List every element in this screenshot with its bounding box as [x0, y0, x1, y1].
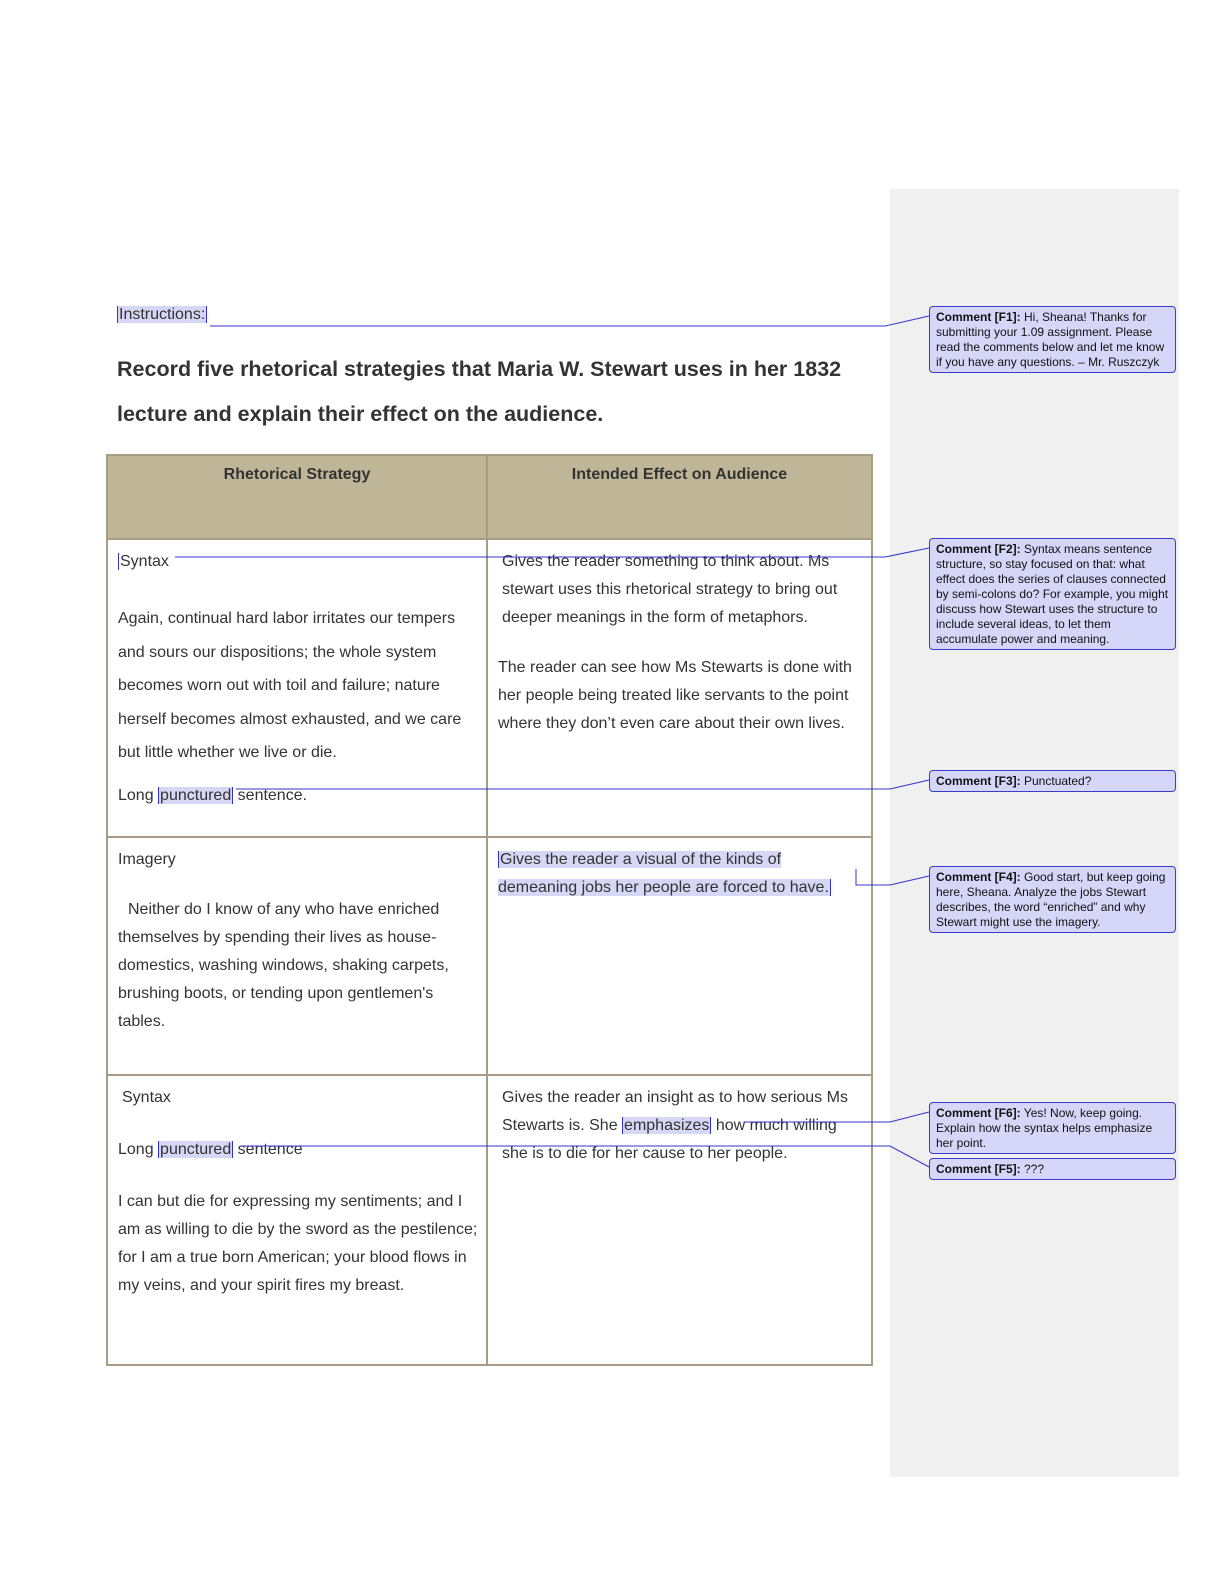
- quote-text: I can but die for expressing my sentiments; and I am as willing to die by the sword as the pestilence; for I am a true born American; your blood flows in my veins, and your spirit fires my breast.: [118, 1193, 478, 1294]
- comment-f2[interactable]: Comment [F2]: Syntax means sentence structure, so stay focused on that: what effect does the series of clauses connected by semi-colons do? For example, you might discuss how Stewart uses the structure to include several ideas, to let them accumulate power and meaning.: [929, 538, 1176, 650]
- effect-text-2: The reader can see how Ms Stewarts is done with her people being treated like servants to the point where they don’t even care about their own lives.: [498, 659, 852, 732]
- strategy-cell: [107, 1075, 487, 1365]
- table-row: [107, 539, 872, 837]
- effect-cell: [487, 539, 872, 837]
- highlighted-word[interactable]: emphasizes: [624, 1117, 710, 1134]
- instructions-label: [117, 306, 207, 324]
- header-effect: Intended Effect on Audience: [487, 455, 872, 539]
- effect-cell: [487, 837, 872, 1075]
- comments-margin: [890, 189, 1179, 1477]
- highlighted-effect[interactable]: Gives the reader a visual of the kinds of demeaning jobs her people are forced to have.: [498, 851, 829, 896]
- effect-text: Gives the reader something to think about. Ms stewart uses this rhetorical strategy to bring out deeper meanings in the form of metaphors.: [502, 553, 838, 626]
- quote-text: Neither do I know of any who have enriched themselves by spending their lives as house-domestics, washing windows, shaking carpets, brushing boots, or tending upon gentlemen's tables.: [118, 901, 449, 1030]
- rhetorical-table: [106, 454, 873, 1366]
- effect-text: [498, 846, 863, 902]
- comment-f4[interactable]: Comment [F4]: Good start, but keep going here, Sheana. Analyze the jobs Stewart describes, the word “enriched” and why Stewart might use the imagery.: [929, 866, 1176, 933]
- strategy-label: Imagery: [118, 851, 176, 868]
- strategy-label: Syntax: [122, 1089, 171, 1106]
- strategy-cell: [107, 539, 487, 837]
- quote-text: Again, continual hard labor irritates our tempers and sours our dispositions; the whole system becomes worn out with toil and failure; nature herself becomes almost exhausted, and we care but little whether we live or die.: [118, 610, 462, 761]
- table-header-row: [107, 455, 872, 539]
- strategy-label[interactable]: Syntax: [120, 553, 169, 570]
- highlighted-word[interactable]: punctured: [160, 786, 232, 804]
- header-strategy: Rhetorical Strategy: [107, 455, 487, 539]
- table-row: [107, 837, 872, 1075]
- comment-f1[interactable]: Comment [F1]: Hi, Sheana! Thanks for submitting your 1.09 assignment. Please read the comments below and let me know if you have any questions. – Mr. Ruszczyk: [929, 306, 1176, 373]
- effect-cell: [487, 1075, 872, 1365]
- strategy-cell: [107, 837, 487, 1075]
- table-row: [107, 1075, 872, 1365]
- comment-f3[interactable]: Comment [F3]: Punctuated?: [929, 770, 1176, 792]
- comment-f6[interactable]: Comment [F6]: Yes! Now, keep going. Explain how the syntax helps emphasize her point.: [929, 1102, 1176, 1154]
- comment-f5[interactable]: Comment [F5]: ???: [929, 1158, 1176, 1180]
- strategy-note: Long punctured sentence: [118, 1141, 303, 1158]
- strategy-note: Long punctured sentence.: [118, 786, 308, 804]
- highlighted-word[interactable]: punctured: [160, 1141, 232, 1158]
- assignment-heading: Record five rhetorical strategies that Maria W. Stewart uses in her 1832 lecture and explain their effect on the audience.: [117, 357, 842, 426]
- instructions-highlight[interactable]: Instructions:: [119, 306, 206, 323]
- effect-text: Gives the reader an insight as to how serious Ms Stewarts is. She emphasizes how much willing she is to die for her cause to her people.: [502, 1089, 848, 1162]
